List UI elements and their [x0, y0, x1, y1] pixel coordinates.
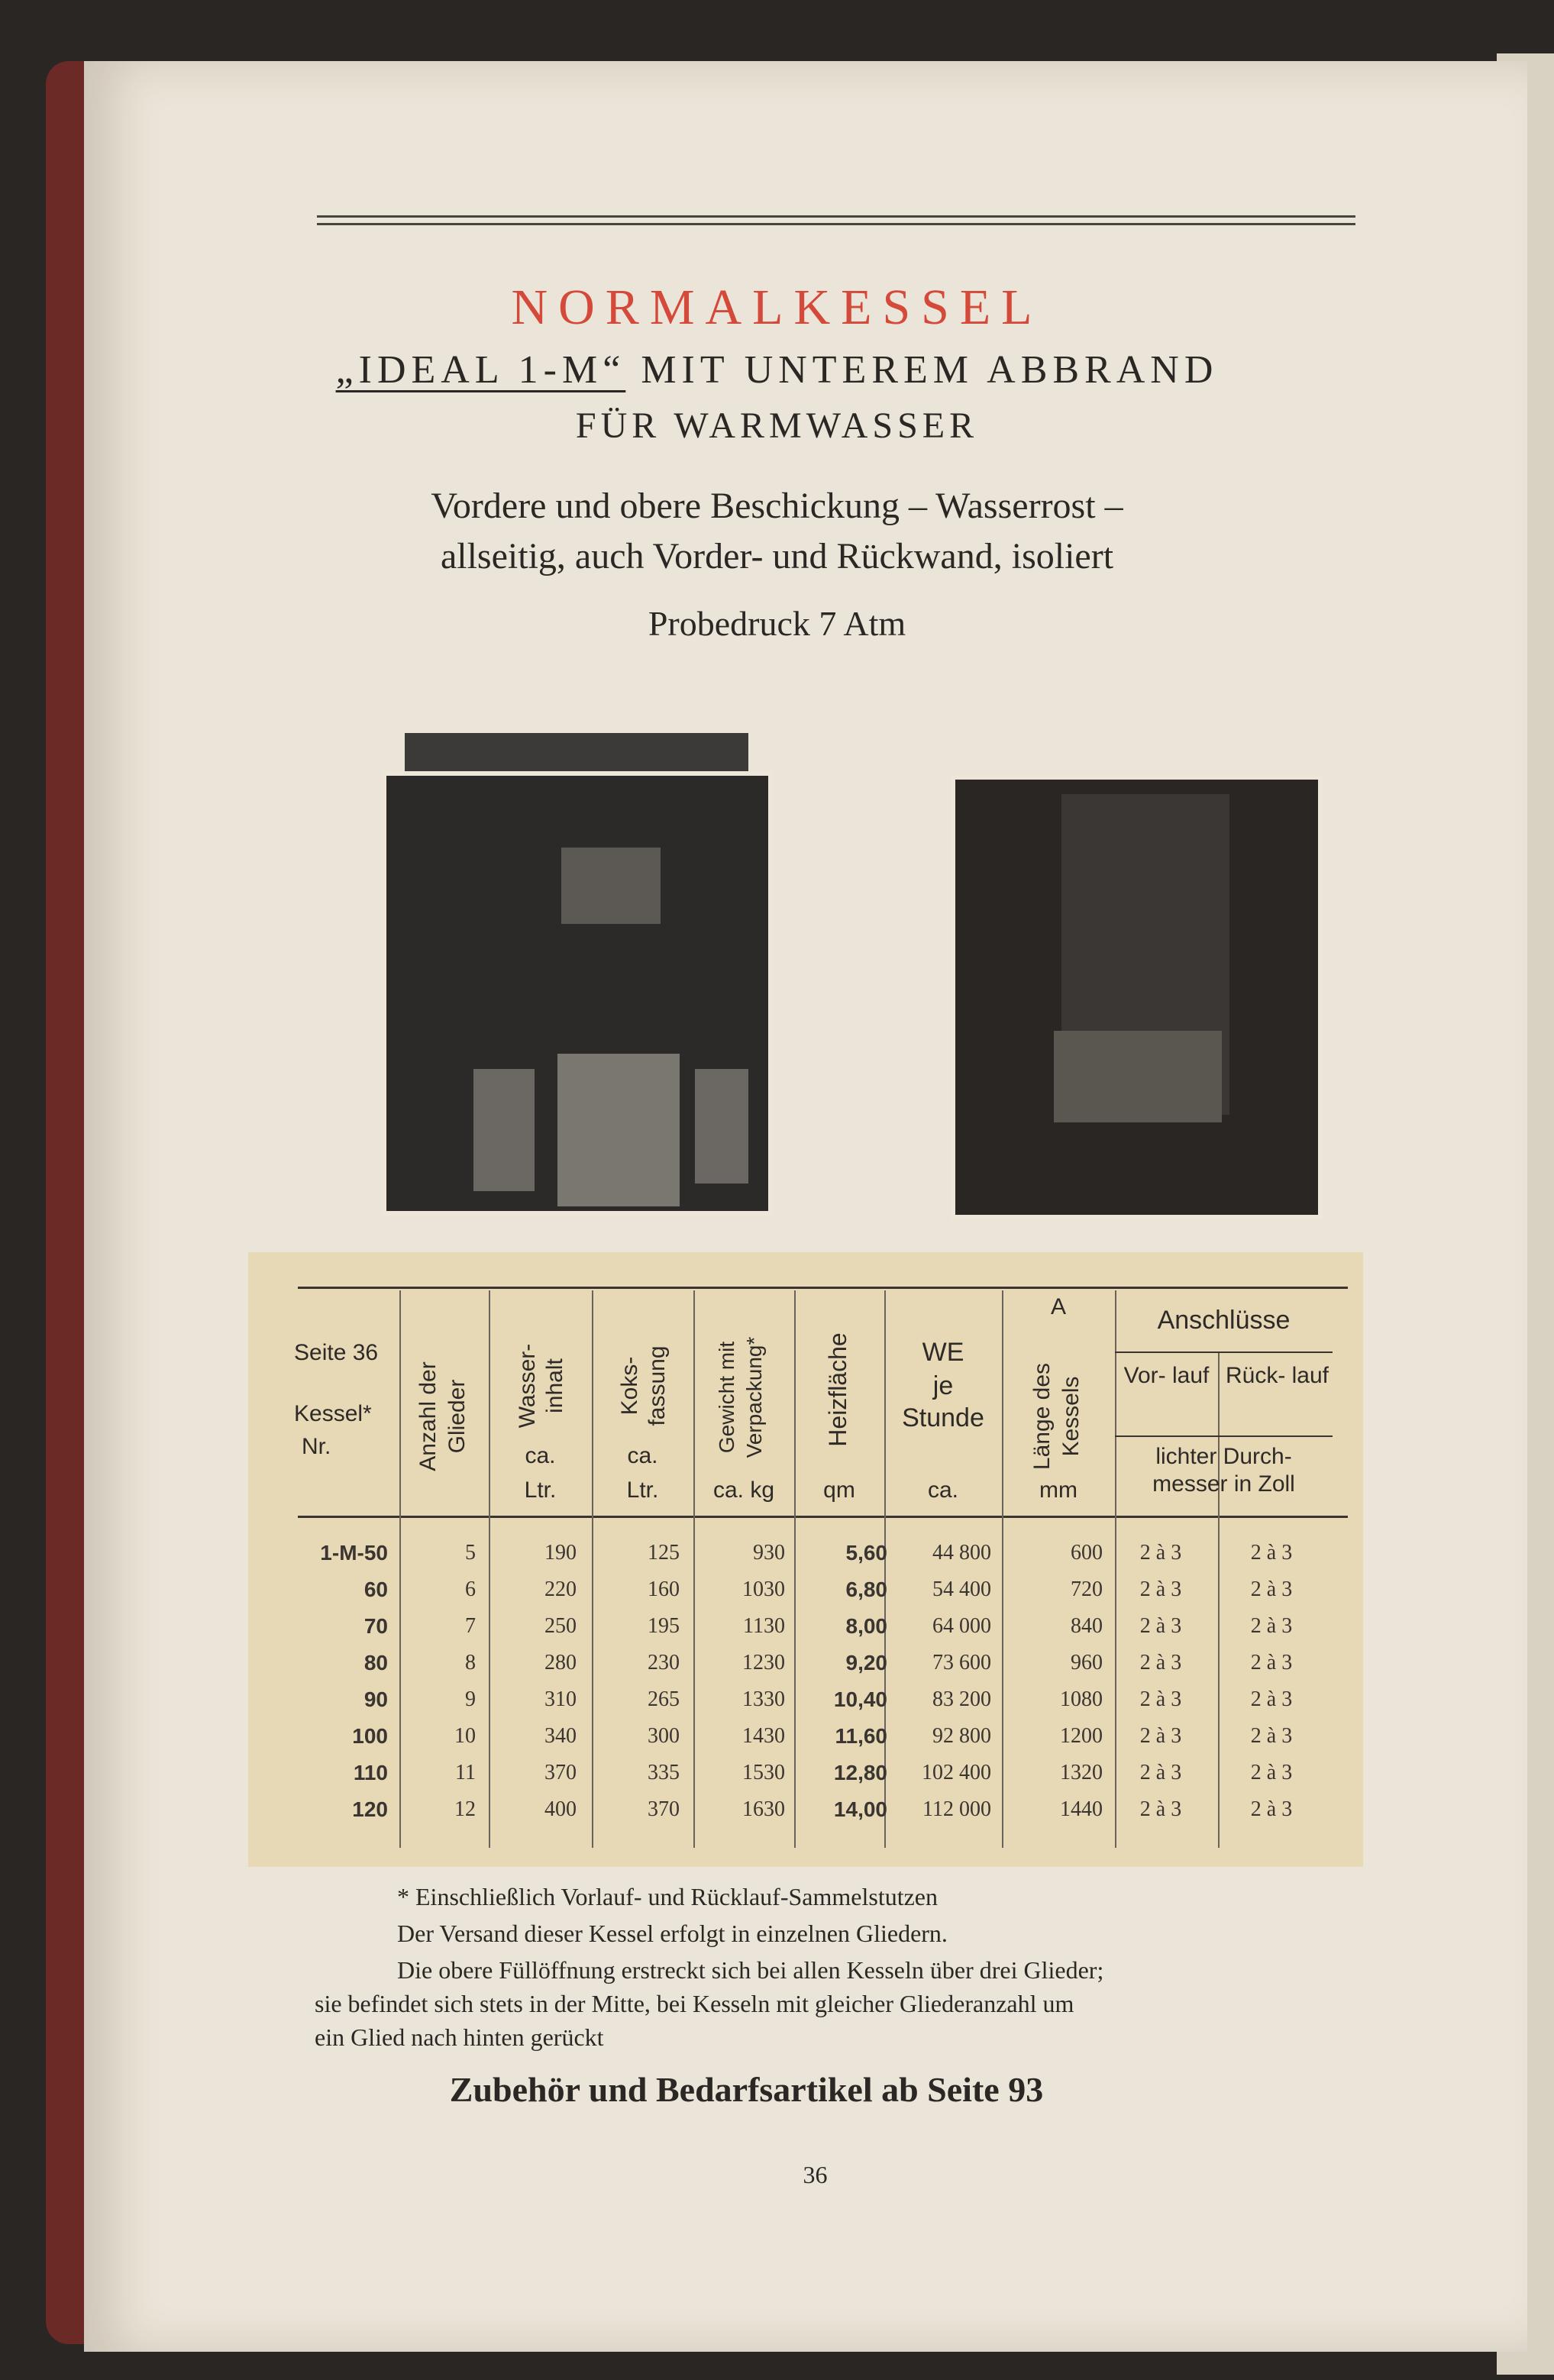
table-cell: 1320 — [1060, 1761, 1103, 1784]
table-cell: 230 — [648, 1651, 680, 1674]
header-glieder: Anzahl der Glieder — [415, 1361, 470, 1471]
table-cell: 1130 — [743, 1614, 785, 1638]
page-title: NORMALKESSEL — [511, 279, 1043, 335]
table-cell: 9,20 — [845, 1651, 887, 1674]
table-cell: 1030 — [742, 1578, 785, 1601]
table-cell: 11 — [455, 1761, 476, 1784]
table-cell: 220 — [544, 1578, 577, 1601]
table-cell: 83 200 — [932, 1687, 991, 1711]
table-cell: 12,80 — [833, 1761, 887, 1784]
table-cell: 54 400 — [932, 1578, 991, 1601]
opening-note-3: ein Glied nach hinten gerückt — [315, 2023, 604, 2051]
table-cell: 1080 — [1060, 1687, 1103, 1711]
table-row — [298, 1681, 1348, 1718]
header-we-1: WE — [922, 1338, 964, 1367]
table-cell: 1-M-50 — [320, 1541, 388, 1565]
header-page-ref: Seite 36 — [294, 1340, 379, 1365]
header-wasser: Wasser- inhalt — [515, 1343, 567, 1429]
top-rule — [317, 215, 1355, 218]
opening-note-2: sie befindet sich stets in der Mitte, bei Kesseln mit gleicher Gliederanzahl um — [315, 1990, 1074, 2017]
table-cell: 1200 — [1060, 1724, 1103, 1748]
table-row — [298, 1755, 1348, 1791]
shipping-note: Der Versand dieser Kessel erfolgt in einzelnen Gliedern. — [397, 1920, 948, 1947]
test-pressure: Probedruck 7 Atm — [648, 604, 906, 643]
table-cell: 70 — [363, 1614, 388, 1638]
table-cell: 5,60 — [845, 1541, 887, 1565]
table-row — [298, 1571, 1348, 1608]
header-wasser-unit-2: Ltr. — [524, 1477, 557, 1503]
table-cell: 1430 — [742, 1724, 785, 1748]
table-cell: 2 à 3 — [1250, 1797, 1293, 1821]
model-suffix: MIT UNTEREM ABBRAND — [625, 348, 1219, 392]
header-koks-unit-2: Ltr. — [626, 1477, 659, 1503]
table-cell: 1630 — [742, 1797, 785, 1821]
description — [0, 481, 1554, 582]
table-cell: 2 à 3 — [1139, 1541, 1182, 1565]
table-cell: 2 à 3 — [1250, 1614, 1293, 1638]
table-cell: 960 — [1071, 1651, 1103, 1674]
table-cell: 2 à 3 — [1139, 1687, 1182, 1711]
table-cell: 2 à 3 — [1139, 1797, 1182, 1821]
table-cell: 2 à 3 — [1139, 1761, 1182, 1784]
header-laenge: Länge des Kessels — [1029, 1362, 1084, 1471]
table-cell: 2 à 3 — [1250, 1651, 1293, 1674]
opening-note-1: Die obere Füllöffnung erstreckt sich bei allen Kesseln über drei Glieder; — [397, 1956, 1104, 1984]
cutaway-fire-grate — [1054, 1031, 1222, 1122]
header-koks: Koks- fassung — [617, 1345, 670, 1426]
table-cell: 12 — [454, 1797, 476, 1821]
boiler-emblem — [561, 848, 661, 924]
table-cell: 195 — [648, 1614, 680, 1638]
description-line-2: allseitig, auch Vorder- und Rückwand, isoliert — [440, 536, 1114, 576]
model-line — [0, 347, 1554, 392]
boiler-door-center — [557, 1054, 680, 1206]
table-cell: 2 à 3 — [1250, 1724, 1293, 1748]
table-cell: 2 à 3 — [1250, 1761, 1293, 1784]
table-cell: 720 — [1071, 1578, 1103, 1601]
table-row — [298, 1791, 1348, 1828]
header-kessel: Kessel* — [294, 1401, 372, 1426]
table-cell: 265 — [648, 1687, 680, 1711]
table-cell: 310 — [544, 1687, 577, 1711]
anschluesse-rule — [1115, 1351, 1333, 1353]
table-cell: 2 à 3 — [1250, 1578, 1293, 1601]
table-cell: 102 400 — [922, 1761, 991, 1784]
table-cell: 80 — [363, 1651, 388, 1674]
table-cell: 8 — [465, 1651, 476, 1674]
table-cell: 400 — [544, 1797, 577, 1821]
table-cell: 90 — [363, 1687, 388, 1711]
table-cell: 2 à 3 — [1250, 1687, 1293, 1711]
header-ruecklauf: Rück- lauf — [1225, 1363, 1329, 1388]
table-cell: 92 800 — [932, 1724, 991, 1748]
table-row — [298, 1535, 1348, 1571]
table-cell: 8,00 — [845, 1614, 887, 1638]
header-laenge-unit: mm — [1039, 1477, 1077, 1503]
table-cell: 10 — [454, 1724, 476, 1748]
header-laenge-a: A — [1050, 1294, 1066, 1319]
table-cell: 335 — [648, 1761, 680, 1784]
table-cell: 2 à 3 — [1139, 1651, 1182, 1674]
header-nr: Nr. — [302, 1434, 331, 1459]
table-cell: 100 — [352, 1724, 388, 1748]
table-cell: 112 000 — [922, 1797, 991, 1821]
table-cell: 1230 — [742, 1651, 785, 1674]
table-cell: 930 — [753, 1541, 785, 1565]
purpose-line: FÜR WARMWASSER — [575, 405, 979, 446]
table-cell: 160 — [648, 1578, 680, 1601]
header-durchmesser: lichter Durch- messer in Zoll — [1152, 1444, 1295, 1497]
page-number: 36 — [803, 2161, 828, 2188]
table-cell: 300 — [648, 1724, 680, 1748]
header-we-3: Stunde — [902, 1403, 984, 1432]
footnote: * Einschließlich Vorlauf- und Rücklauf-Sammelstutzen — [397, 1883, 938, 1910]
table-row — [298, 1608, 1348, 1645]
table-cell: 2 à 3 — [1250, 1541, 1293, 1565]
table-cell: 5 — [465, 1541, 476, 1565]
table-cell: 14,00 — [833, 1797, 887, 1821]
table-cell: 10,40 — [833, 1687, 887, 1711]
table-header-rule — [298, 1516, 1348, 1518]
table-cell: 1440 — [1060, 1797, 1103, 1821]
table-cell: 840 — [1071, 1614, 1103, 1638]
header-wasser-unit-1: ca. — [525, 1443, 556, 1468]
accessories-note: Zubehör und Bedarfsartikel ab Seite 93 — [449, 2070, 1044, 2109]
header-anschluesse: Anschlüsse — [1157, 1306, 1291, 1335]
table-cell: 280 — [544, 1651, 577, 1674]
table-cell: 73 600 — [932, 1651, 991, 1674]
table-cell: 125 — [648, 1541, 680, 1565]
table-cell: 250 — [544, 1614, 577, 1638]
header-heizflaeche: Heizfläche — [824, 1332, 851, 1447]
table-cell: 2 à 3 — [1139, 1578, 1182, 1601]
header-gewicht-unit: ca. kg — [712, 1477, 775, 1503]
table-cell: 340 — [544, 1724, 577, 1748]
table-cell: 370 — [648, 1797, 680, 1821]
description-line-1: Vordere und obere Beschickung – Wasserrost – — [431, 486, 1123, 526]
model-name: „IDEAL 1-M“ — [335, 348, 626, 392]
header-gewicht: Gewicht mit Verpackung* — [715, 1336, 766, 1458]
top-rule-2 — [317, 223, 1355, 225]
table-cell: 6 — [465, 1578, 476, 1601]
header-koks-unit-1: ca. — [627, 1443, 658, 1468]
table-cell: 370 — [544, 1761, 577, 1784]
table-row — [298, 1645, 1348, 1681]
table-cell: 44 800 — [932, 1541, 991, 1565]
table-cell: 7 — [465, 1614, 476, 1638]
table-cell: 9 — [465, 1687, 476, 1711]
table-cell: 110 — [353, 1761, 388, 1784]
table-cell: 2 à 3 — [1139, 1614, 1182, 1638]
header-vorlauf: Vor- lauf — [1123, 1363, 1210, 1388]
table-row — [298, 1718, 1348, 1755]
boiler-door-right — [695, 1069, 748, 1184]
durchmesser-rule — [1115, 1435, 1333, 1437]
table-cell: 600 — [1071, 1541, 1103, 1565]
table-cell: 60 — [363, 1578, 388, 1601]
table-cell: 1530 — [742, 1761, 785, 1784]
table-cell: 64 000 — [932, 1614, 991, 1638]
table-cell: 120 — [352, 1797, 388, 1821]
table-cell: 2 à 3 — [1139, 1724, 1182, 1748]
table-cell: 11,60 — [835, 1724, 887, 1748]
header-we-2: je — [932, 1371, 954, 1400]
boiler-door-left — [473, 1069, 535, 1191]
table-cell: 1330 — [742, 1687, 785, 1711]
table-cell: 6,80 — [845, 1578, 887, 1601]
table-cell: 190 — [544, 1541, 577, 1565]
header-heizflaeche-unit: qm — [823, 1477, 855, 1503]
table-top-rule — [298, 1287, 1348, 1289]
header-we-unit: ca. — [927, 1477, 959, 1503]
